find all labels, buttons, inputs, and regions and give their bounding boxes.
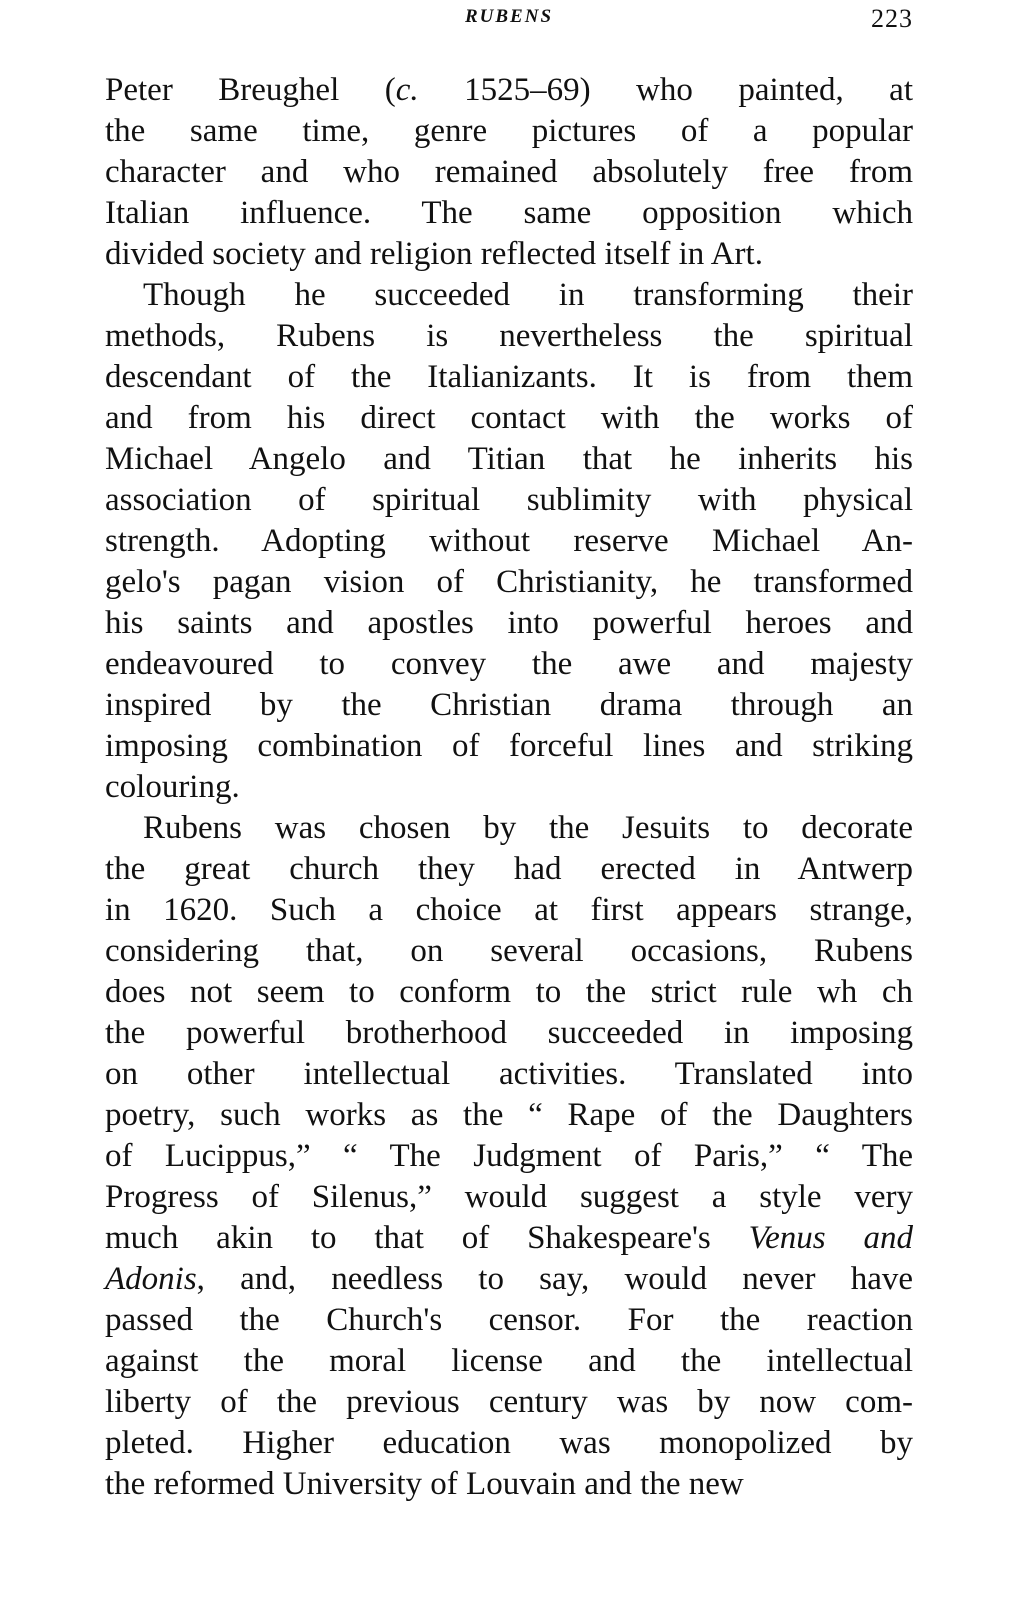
text-line (105, 1054, 913, 1095)
text-line (105, 767, 913, 808)
text-line (105, 1218, 913, 1259)
text-fragment: Italian influence. The same opposition which (105, 195, 913, 231)
text-line (105, 111, 913, 152)
text-fragment: liberty of the previous century was by now com- (105, 1384, 913, 1420)
text-line (105, 316, 913, 357)
text-fragment: character and who remained absolutely free from (105, 154, 913, 190)
text-line (105, 931, 913, 972)
text-fragment: 1525–69) who painted, at (418, 72, 913, 108)
text-fragment: endeavoured to convey the awe and majesty (105, 646, 913, 682)
text-line (105, 480, 913, 521)
text-fragment: pleted. Higher education was monopolized by (105, 1425, 913, 1461)
text-fragment: colouring. (105, 769, 240, 805)
text-fragment: of Lucippus,” “ The Judgment of Paris,” “ The (105, 1138, 913, 1174)
text-line (105, 808, 913, 849)
text-fragment: on other intellectual activities. Translated into (105, 1056, 913, 1092)
text-line (105, 275, 913, 316)
text-line (105, 1177, 913, 1218)
text-line (105, 685, 913, 726)
text-line (105, 1382, 913, 1423)
text-fragment: the reformed University of Louvain and the new (105, 1466, 744, 1502)
text-fragment: the powerful brotherhood succeeded in imposing (105, 1015, 913, 1051)
text-fragment: Progress of Silenus,” would suggest a style very (105, 1179, 913, 1215)
text-line (105, 234, 913, 275)
text-line (105, 603, 913, 644)
text-fragment: against the moral license and the intellectual (105, 1343, 913, 1379)
running-title: RUBENS (464, 6, 554, 27)
text-line (105, 890, 913, 931)
text-line (105, 1136, 913, 1177)
text-fragment: the same time, genre pictures of a popular (105, 113, 913, 149)
text-line (105, 1341, 913, 1382)
text-line (105, 562, 913, 603)
italic-text: c. (395, 72, 419, 108)
text-line (105, 193, 913, 234)
text-fragment: does not seem to conform to the strict rule wh ch (105, 974, 913, 1010)
text-fragment: gelo's pagan vision of Christianity, he transformed (105, 564, 913, 600)
text-line (105, 1259, 913, 1300)
text-line (105, 357, 913, 398)
text-fragment: poetry, such works as the “ Rape of the Daughters (105, 1097, 913, 1133)
text-line (105, 1464, 913, 1505)
text-line (105, 152, 913, 193)
text-fragment: and from his direct contact with the works of (105, 400, 913, 436)
text-fragment: Rubens was chosen by the Jesuits to decorate (143, 810, 913, 846)
paragraph (105, 275, 913, 808)
text-line (105, 439, 913, 480)
text-fragment: imposing combination of forceful lines and striking (105, 728, 913, 764)
text-line (105, 849, 913, 890)
text-fragment: Peter Breughel ( (105, 72, 396, 108)
text-fragment: descendant of the Italianizants. It is from them (105, 359, 913, 395)
text-fragment: association of spiritual sublimity with physical (105, 482, 913, 518)
text-line (105, 972, 913, 1013)
text-fragment: passed the Church's censor. For the reaction (105, 1302, 913, 1338)
text-fragment: considering that, on several occasions, Rubens (105, 933, 913, 969)
text-line (105, 1423, 913, 1464)
text-fragment: much akin to that of Shakespeare's (105, 1220, 749, 1256)
page-number: 223 (871, 4, 913, 33)
text-fragment: inspired by the Christian drama through an (105, 687, 913, 723)
text-fragment: , and, needless to say, would never have (196, 1261, 913, 1297)
italic-text: Adonis (105, 1261, 197, 1297)
text-fragment: methods, Rubens is nevertheless the spiritual (105, 318, 913, 354)
running-head (105, 6, 913, 34)
text-fragment: the great church they had erected in Antwerp (105, 851, 913, 887)
text-fragment: divided society and religion reflected itself in Art. (105, 236, 763, 272)
text-fragment: strength. Adopting without reserve Michael An- (105, 523, 913, 559)
text-line (105, 1095, 913, 1136)
text-line (105, 644, 913, 685)
text-line (105, 726, 913, 767)
text-fragment: in 1620. Such a choice at first appears strange, (105, 892, 913, 928)
paragraph (105, 70, 913, 275)
text-line (105, 70, 913, 111)
text-fragment: Though he succeeded in transforming their (143, 277, 913, 313)
text-line (105, 521, 913, 562)
italic-text: Venus and (748, 1220, 913, 1256)
text-line (105, 1300, 913, 1341)
text-line (105, 398, 913, 439)
text-fragment: his saints and apostles into powerful heroes and (105, 605, 913, 641)
text-line (105, 1013, 913, 1054)
body-text (105, 70, 913, 1505)
paragraph (105, 808, 913, 1505)
text-fragment: Michael Angelo and Titian that he inherits his (105, 441, 913, 477)
